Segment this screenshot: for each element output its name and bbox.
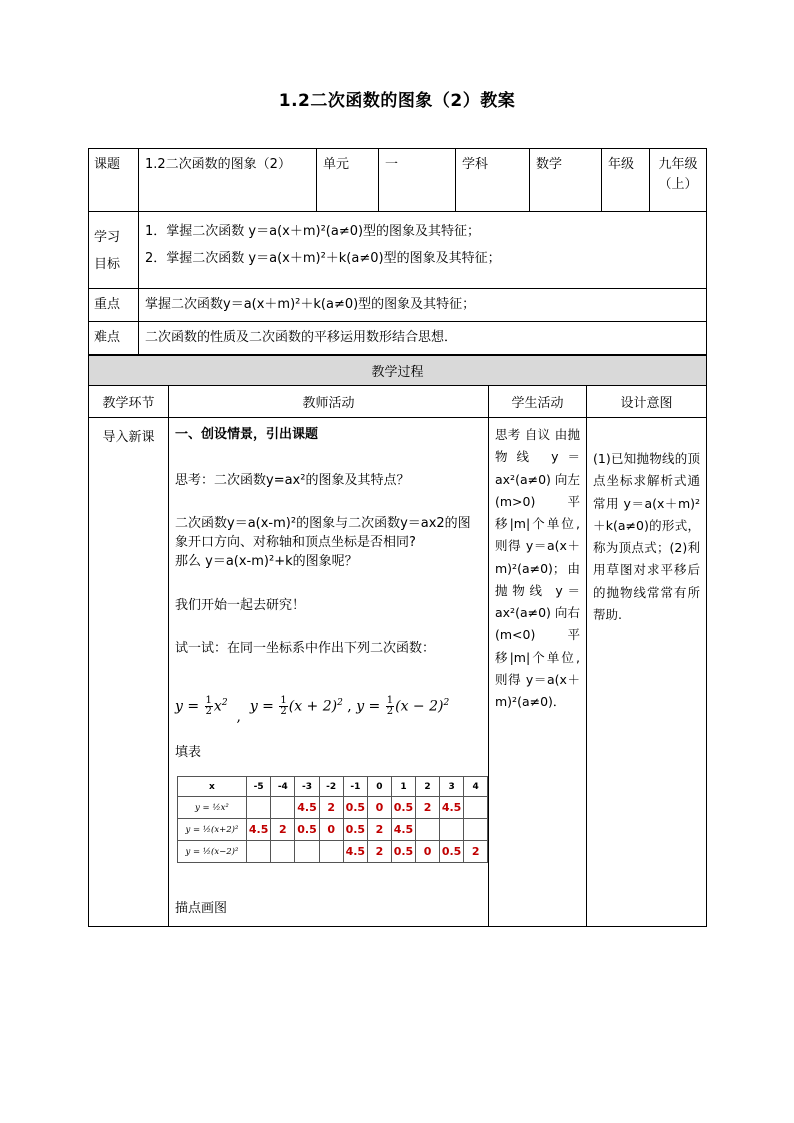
y-value-cell: 0.5 bbox=[295, 819, 320, 841]
section-heading: 一、创设情景，引出课题 bbox=[175, 427, 319, 442]
compare-question-line2: 象开口方向、对称轴和顶点坐标是否相同? bbox=[175, 535, 416, 550]
page-title: 1.2二次函数的图象（2）教案 bbox=[278, 91, 516, 111]
x-value-cell: -5 bbox=[246, 777, 271, 797]
difficulty-label: 难点 bbox=[89, 322, 139, 355]
then-question: 那么 y＝a(x-m)²+k的图象呢？ bbox=[175, 554, 358, 569]
y-value-cell bbox=[246, 841, 271, 863]
y-value-cell bbox=[295, 841, 320, 863]
key-point-value: 掌握二次函数y＝a(x＋m)²＋k(a≠0)型的图象及其特征； bbox=[139, 289, 707, 322]
y-value-cell: 2 bbox=[368, 841, 392, 863]
fill-table-label: 填表 bbox=[175, 745, 202, 760]
objectives-content bbox=[139, 212, 707, 289]
value-table-x-header: x bbox=[178, 777, 247, 797]
y-value-cell: 0.5 bbox=[343, 819, 368, 841]
difficulty-value: 二次函数的性质及二次函数的平移运用数形结合思想． bbox=[139, 322, 707, 355]
y-value-cell: 0 bbox=[416, 841, 440, 863]
objective-item-1: 1．掌握二次函数 y＝a(x＋m)²(a≠0)型的图象及其特征； bbox=[145, 224, 481, 239]
y-value-cell bbox=[271, 797, 295, 819]
teaching-process-table bbox=[88, 355, 707, 927]
row-label-y3: y = ½(x−2)² bbox=[178, 841, 247, 863]
y-value-cell bbox=[246, 797, 271, 819]
row-label-y1: y = ½x² bbox=[178, 797, 247, 819]
y-value-cell: 2 bbox=[464, 841, 488, 863]
x-value-cell: 0 bbox=[368, 777, 392, 797]
design-intent-cell: (1)已知抛物线的顶点坐标求解析式通常用 y＝a(x＋m)²＋k(a≠0)的形式，称为顶点式；(2)利用草图对求平移后的抛物线常常有所帮助. bbox=[587, 418, 707, 927]
x-value-cell: -3 bbox=[295, 777, 320, 797]
unit-label: 单元 bbox=[317, 149, 379, 212]
y-value-cell: 0.5 bbox=[343, 797, 368, 819]
grade-value-line1: 九年级 bbox=[658, 157, 698, 172]
try-instruction: 试一试：在同一坐标系中作出下列二次函数： bbox=[175, 641, 436, 656]
objectives-label-line2: 目标 bbox=[94, 257, 121, 273]
y-value-cell bbox=[464, 819, 488, 841]
y-value-cell: 0.5 bbox=[391, 841, 416, 863]
topic-value: 1.2二次函数的图象（2） bbox=[139, 149, 317, 212]
subject-label: 学科 bbox=[456, 149, 530, 212]
x-value-cell: 1 bbox=[391, 777, 416, 797]
teacher-activity-cell bbox=[169, 418, 489, 927]
y-value-cell: 4.5 bbox=[295, 797, 320, 819]
plot-graph-label: 描点画图 bbox=[175, 901, 228, 916]
stage-cell: 导入新课 bbox=[89, 418, 169, 927]
col-header-student: 学生活动 bbox=[489, 386, 587, 418]
x-value-cell: -1 bbox=[343, 777, 368, 797]
col-header-stage: 教学环节 bbox=[89, 386, 169, 418]
objectives-label-line1: 学习 bbox=[94, 230, 121, 245]
y-value-cell bbox=[271, 841, 295, 863]
key-point-label: 重点 bbox=[89, 289, 139, 322]
value-table bbox=[177, 776, 488, 863]
y-value-cell: 2 bbox=[416, 797, 440, 819]
topic-label: 课题 bbox=[89, 149, 139, 212]
grade-label: 年级 bbox=[602, 149, 650, 212]
think-question: 思考：二次函数y=ax²的图象及其特点？ bbox=[175, 473, 410, 488]
y-value-cell: 2 bbox=[271, 819, 295, 841]
y-value-cell: 2 bbox=[368, 819, 392, 841]
y-value-cell: 4.5 bbox=[439, 797, 464, 819]
lets-study-text: 我们开始一起去研究！ bbox=[175, 598, 306, 613]
y-value-cell: 0 bbox=[319, 819, 343, 841]
y-value-cell bbox=[416, 819, 440, 841]
y-value-cell: 0.5 bbox=[439, 841, 464, 863]
x-value-cell: 2 bbox=[416, 777, 440, 797]
lesson-info-table bbox=[88, 148, 707, 355]
y-value-cell bbox=[439, 819, 464, 841]
process-band: 教学过程 bbox=[89, 356, 707, 386]
y-value-cell: 0.5 bbox=[391, 797, 416, 819]
y-value-cell bbox=[319, 841, 343, 863]
subject-value: 数学 bbox=[530, 149, 602, 212]
x-value-cell: -4 bbox=[271, 777, 295, 797]
student-activity-cell: 思考 自议 由抛物线 y＝ax²(a≠0) 向左(m>0)平移|m|个单位,则得 y＝a(x＋m)²(a≠0)；由抛物线 y＝ax²(a≠0) 向右(m<0)平移|m|个单位,则得 y＝a(x＋m)²(a≠0)． bbox=[489, 418, 587, 927]
objectives-label bbox=[89, 212, 139, 289]
x-value-cell: 4 bbox=[464, 777, 488, 797]
grade-value bbox=[650, 149, 707, 212]
compare-question-line1: 二次函数y＝a(x-m)²的图象与二次函数y＝ax2的图 bbox=[175, 516, 471, 531]
grade-value-line2: （上） bbox=[658, 177, 698, 193]
y-value-cell: 4.5 bbox=[246, 819, 271, 841]
y-value-cell: 2 bbox=[319, 797, 343, 819]
col-header-teacher: 教师活动 bbox=[169, 386, 489, 418]
col-header-design: 设计意图 bbox=[587, 386, 707, 418]
x-value-cell: 3 bbox=[439, 777, 464, 797]
y-value-cell: 4.5 bbox=[391, 819, 416, 841]
x-value-cell: -2 bbox=[319, 777, 343, 797]
y-value-cell: 0 bbox=[368, 797, 392, 819]
function-formulas: y = $\frac{1}{2}$ $x^2$ , y = $\frac{1}{2}$ $(x + 2)^2$ , y = $\frac{1}{2}$ $(x - 2)^2$ bbox=[175, 695, 450, 725]
y-value-cell: 4.5 bbox=[343, 841, 368, 863]
y-value-cell bbox=[464, 797, 488, 819]
unit-value: 一 bbox=[379, 149, 456, 212]
objective-item-2: 2．掌握二次函数 y＝a(x＋m)²＋k(a≠0)型的图象及其特征； bbox=[145, 251, 501, 267]
row-label-y2: y = ½(x+2)² bbox=[178, 819, 247, 841]
